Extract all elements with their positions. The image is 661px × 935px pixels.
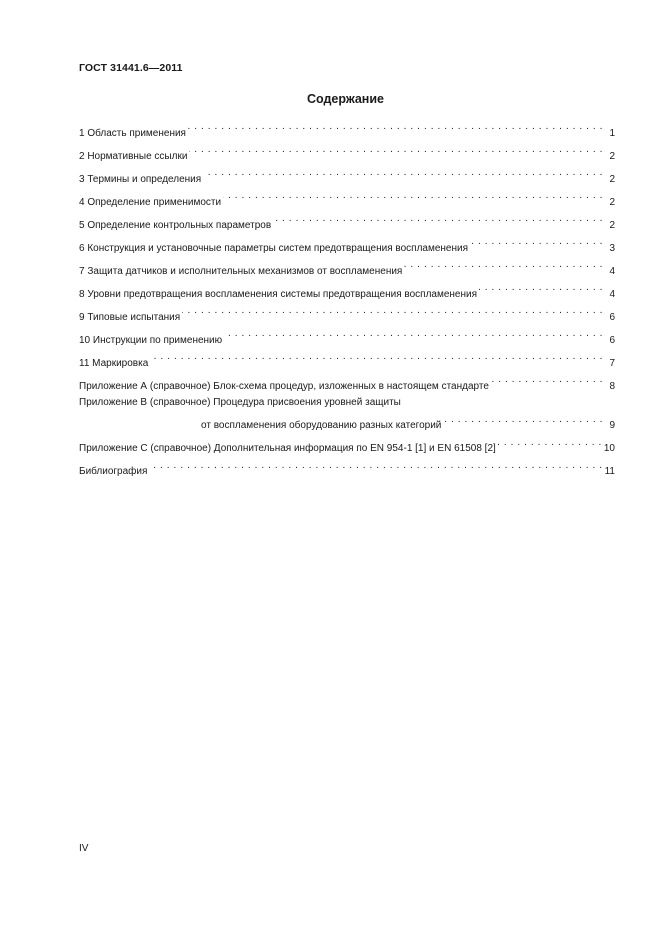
- toc-entry-page: 6: [609, 311, 615, 323]
- toc-entry[interactable]: [79, 372, 615, 395]
- toc-entry-page: 9: [609, 420, 615, 431]
- toc-entry-page: 6: [609, 334, 615, 346]
- toc-entry-label: 10 Инструкции по применению: [79, 334, 223, 346]
- toc-entry[interactable]: [79, 188, 615, 211]
- toc-entry-label: 8 Уровни предотвращения воспламенения системы предотвращения воспламенения: [79, 288, 478, 300]
- toc-entry-label: 3 Термины и определения: [79, 173, 202, 185]
- toc-entry[interactable]: [79, 326, 615, 349]
- toc-entry-label: Библиография: [79, 466, 148, 477]
- toc-entry-page: 2: [609, 150, 615, 162]
- toc-leader-dots: [273, 211, 603, 228]
- toc-title: Содержание: [306, 92, 384, 106]
- toc-entry[interactable]: [79, 303, 615, 326]
- toc-entry-label-continuation: от воспламенения оборудованию разных категорий: [201, 420, 442, 431]
- toc-leader-dots: [404, 257, 603, 274]
- toc-entry[interactable]: [79, 119, 615, 142]
- toc-entry-label: 11 Маркировка: [79, 357, 149, 369]
- toc-entry-page: 2: [609, 173, 615, 185]
- table-of-contents: [79, 119, 615, 481]
- page-number: IV: [79, 843, 89, 854]
- toc-entry-label: 6 Конструкция и установочные параметры систем предотвращения воспламенения: [79, 242, 469, 254]
- toc-entry-label: 2 Нормативные ссылки: [79, 150, 188, 162]
- toc-entry-label: 4 Определение применимости: [79, 196, 222, 208]
- toc-leader-dots: [443, 412, 603, 429]
- toc-entry-page: 10: [603, 443, 615, 454]
- toc-entry-page: 2: [609, 219, 615, 231]
- toc-entry-continuation[interactable]: [79, 412, 615, 435]
- toc-entry-label: 7 Защита датчиков и исполнительных механизмов от воспламенения: [79, 265, 403, 277]
- toc-entry-page: 4: [609, 265, 615, 277]
- toc-leader-dots: [149, 458, 602, 475]
- toc-entry[interactable]: [79, 165, 615, 188]
- toc-entry[interactable]: [79, 349, 615, 372]
- toc-entry[interactable]: [79, 211, 615, 234]
- toc-entry[interactable]: [79, 395, 615, 412]
- toc-entry[interactable]: [79, 234, 615, 257]
- toc-entry-label: 5 Определение контрольных параметров: [79, 219, 272, 231]
- toc-leader-dots: [150, 349, 603, 366]
- toc-entry-page: 8: [609, 380, 615, 392]
- toc-entry[interactable]: [79, 435, 615, 458]
- toc-entry[interactable]: [79, 257, 615, 280]
- toc-entry-page: 11: [604, 466, 615, 477]
- toc-entry-page: 7: [609, 357, 615, 369]
- toc-entry-label: 1 Область применения: [79, 127, 186, 139]
- toc-entry[interactable]: [79, 142, 615, 165]
- toc-entry-label: Приложение С (справочное) Дополнительная информация по EN 954-1 [1] и EN 61508 [2]: [79, 443, 496, 454]
- toc-leader-dots: [182, 303, 603, 320]
- toc-entry-label: Приложение В (справочное) Процедура присвоения уровней защиты: [79, 397, 401, 408]
- toc-leader-dots: [224, 326, 603, 343]
- toc-leader-dots: [470, 234, 603, 251]
- toc-entry-label: 9 Типовые испытания: [79, 311, 181, 323]
- toc-entry[interactable]: [79, 280, 615, 303]
- toc-leader-dots: [479, 280, 603, 297]
- toc-leader-dots: [188, 119, 603, 136]
- standard-code: ГОСТ 31441.6—2011: [79, 62, 183, 74]
- toc-leader-dots: [491, 372, 603, 389]
- toc-leader-dots: [203, 165, 603, 182]
- toc-entry-page: 4: [609, 288, 615, 300]
- toc-entry-page: 1: [609, 127, 615, 139]
- toc-entry-page: 3: [609, 242, 615, 254]
- toc-leader-dots: [498, 435, 602, 452]
- toc-entry[interactable]: [79, 458, 615, 481]
- toc-leader-dots: [223, 188, 603, 205]
- toc-leader-dots: [189, 142, 603, 159]
- toc-entry-page: 2: [609, 196, 615, 208]
- toc-entry-label: Приложение А (справочное) Блок-схема процедур, изложенных в настоящем стандарте: [79, 380, 489, 392]
